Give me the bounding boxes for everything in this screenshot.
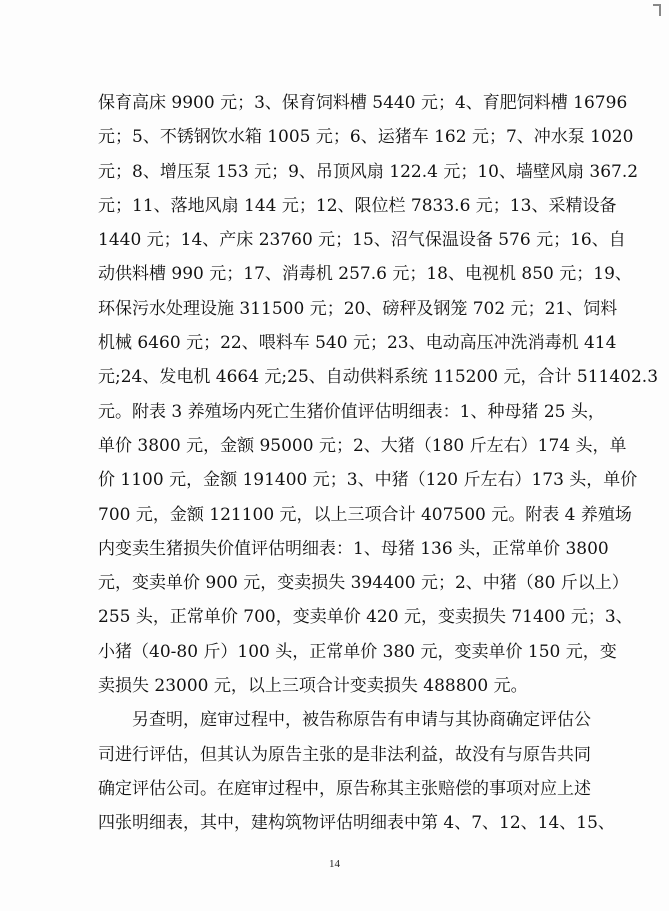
text-line: 255 头，正常单价 700，变卖单价 420 元，变卖损失 71400 元；3、 [98,607,633,628]
text-line: 内变卖生猪损失价值评估明细表：1、母猪 136 头，正常单价 3800 [98,538,609,559]
text-line: 机械 6460 元；22、喂料车 540 元；23、电动高压冲洗消毒机 414 [98,333,617,354]
text-line: 元。附表 3 养殖场内死亡生猪价值评估明细表：1、种母猪 25 头， [98,401,605,422]
text-line: 小猪（40-80 斤）100 头，正常单价 380 元，变卖单价 150 元，变 [98,641,617,662]
text-line: 司进行评估，但其认为原告主张的是非法利益，故没有与原告共同 [98,744,591,765]
text-line: 保育高床 9900 元；3、保育饲料槽 5440 元；4、育肥饲料槽 16796 [98,93,628,113]
text-line: 环保污水处理设施 311500 元；20、磅秤及钢笼 702 元；21、饲料 [98,298,618,319]
text-line: 1440 元；14、产床 23760 元；15、沼气保温设备 576 元；16、自 [98,230,626,251]
text-line: 元；8、增压泵 153 元；9、吊顶风扇 122.4 元；10、墙壁风扇 367.2 [98,161,639,182]
text-line: 四张明细表，其中，建构筑物评估明细表中第 4、7、12、14、15、 [98,813,615,834]
text-line: 元；5、不锈钢饮水箱 1005 元；6、运猪车 162 元；7、冲水泵 1020 [98,127,634,148]
page-number: 14 [329,858,340,870]
text-line: 确定评估公司。在庭审过程中，原告称其主张赔偿的事项对应上述 [98,778,591,799]
text-line: 元;24、发电机 4664 元;25、自动供料系统 115200 元，合计 511402.3 [98,367,659,388]
document-body [98,86,659,841]
text-line: 价 1100 元，金额 191400 元；3、中猪（120 斤左右）173 头，单价 [98,470,638,491]
text-line: 700 元，金额 121100 元，以上三项合计 407500 元。附表 4 养殖场 [98,504,632,525]
text-line: 卖损失 23000 元，以上三项合计变卖损失 488800 元。 [98,676,528,697]
text-line: 单价 3800 元，金额 95000 元；2、大猪（180 斤左右）174 头，单 [98,435,627,456]
text-line: 元，变卖单价 900 元，变卖损失 394400 元；2、中猪（80 斤以上） [98,573,629,594]
text-line: 另查明，庭审过程中，被告称原告有申请与其协商确定评估公 [132,710,591,731]
scan-edge-mark [653,4,661,16]
text-line: 动供料槽 990 元；17、消毒机 257.6 元；18、电视机 850 元；19、 [98,264,632,285]
text-line: 元；11、落地风扇 144 元；12、限位栏 7833.6 元；13、采精设备 [98,195,617,216]
